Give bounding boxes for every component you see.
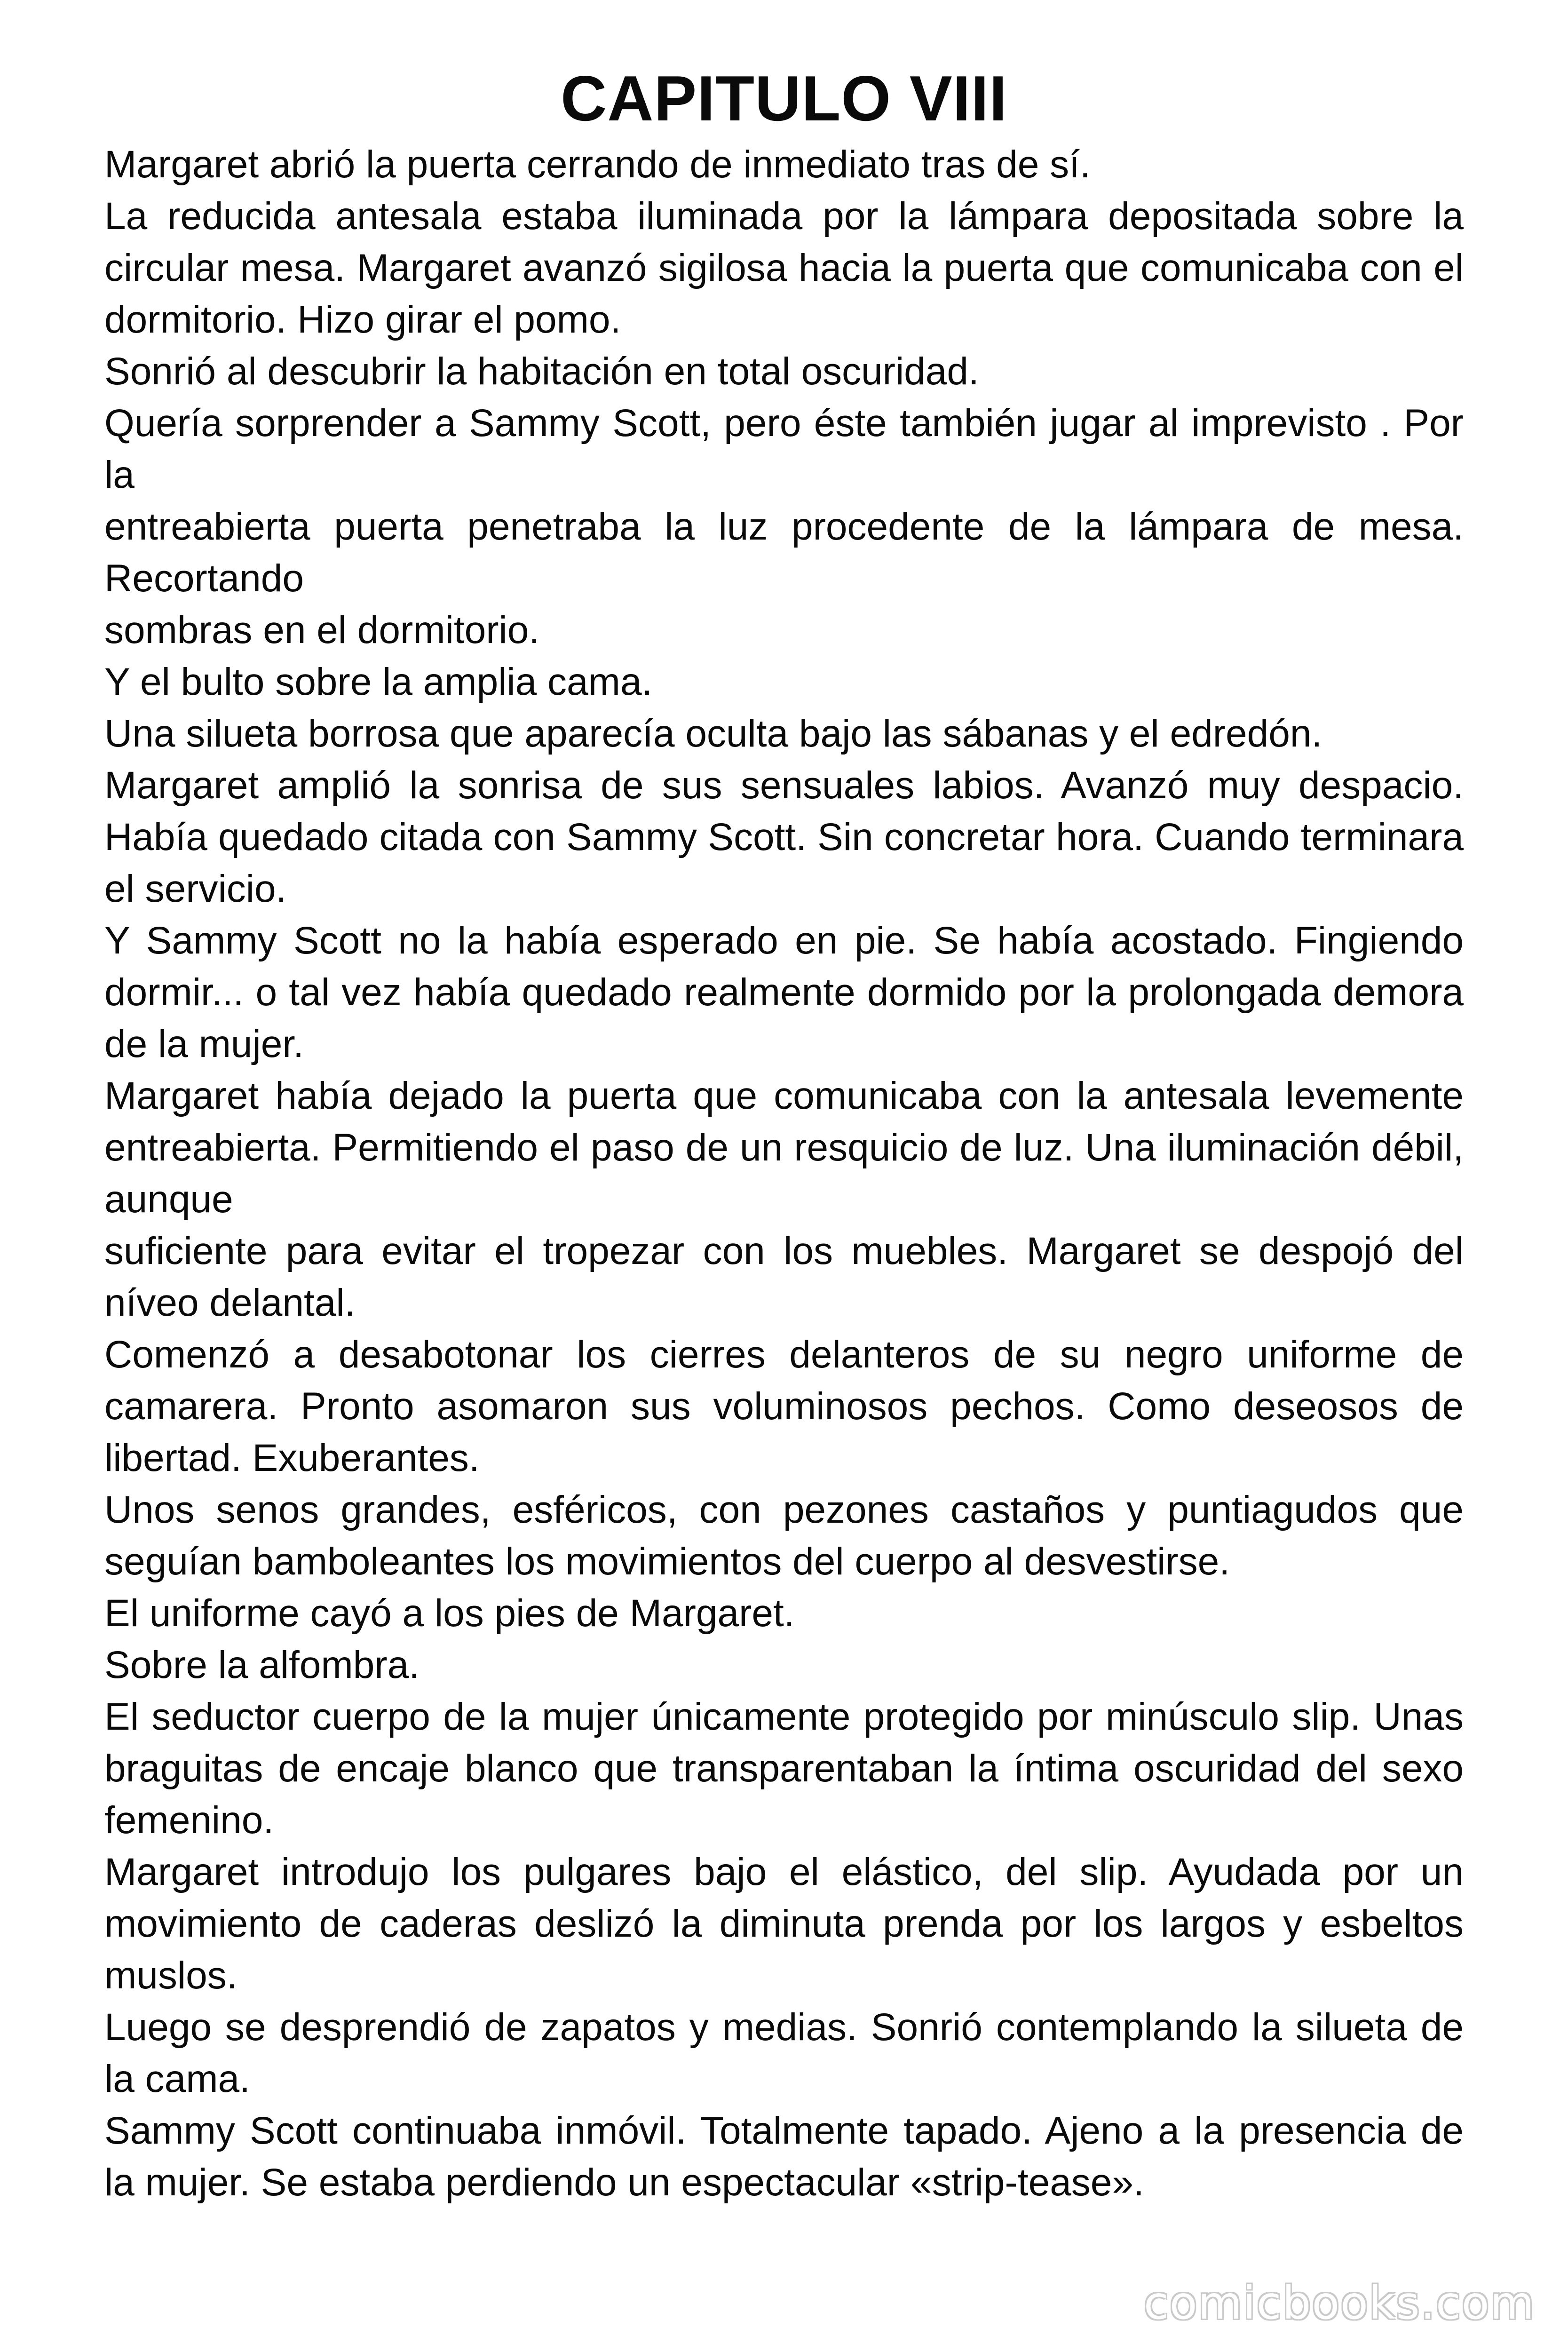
paragraph: Margaret había dejado la puerta que comunicaba con la antesala levemente entreabierta. Permitiendo el paso de un resquicio de luz. Una iluminación débil, aunque bbox=[104, 1074, 1464, 1221]
paragraph: Comenzó a desabotonar los cierres delanteros de su negro uniforme de camarera. Pronto asomaron sus voluminosos pechos. Como deseosos de libertad. Exuberantes. bbox=[104, 1333, 1464, 1479]
paragraph: Sobre la alfombra. bbox=[104, 1644, 420, 1686]
paragraph: Margaret introdujo los pulgares bajo el elástico, del slip. Ayudada por un movimiento de caderas deslizó la diminuta prenda por los largos y esbeltos muslos. bbox=[104, 1851, 1464, 1997]
paragraph: Margaret amplió la sonrisa de sus sensuales labios. Avanzó muy despacio. Había quedado citada con Sammy Scott. Sin concretar hora. Cuando terminara el servicio. bbox=[104, 764, 1464, 910]
watermark: comicbooks.com bbox=[1143, 2277, 1535, 2329]
paragraph: entreabierta puerta penetraba la luz procedente de la lámpara de mesa. Recortando bbox=[104, 505, 1464, 600]
paragraph: La reducida antesala estaba iluminada por la lámpara depositada sobre la circular mesa. Margaret avanzó sigilosa hacia la puerta que comunicaba con el dormitorio. Hizo girar el pomo. bbox=[104, 195, 1464, 341]
paragraph: Unos senos grandes, esféricos, con pezones castaños y puntiagudos que seguían bamboleantes los movimientos del cuerpo al desvestirse. bbox=[104, 1488, 1464, 1583]
paragraph: Sonrió al descubrir la habitación en total oscuridad. bbox=[104, 350, 979, 393]
paragraph: El seductor cuerpo de la mujer únicamente protegido por minúsculo slip. Unas braguitas de encaje blanco que transparentaban la íntima oscuridad del sexo femenino. bbox=[104, 1695, 1464, 1842]
chapter-title: CAPITULO VIII bbox=[561, 63, 1007, 135]
paragraph: Quería sorprender a Sammy Scott, pero éste también jugar al imprevisto . Por la bbox=[104, 402, 1464, 496]
paragraph: sombras en el dormitorio. bbox=[104, 609, 540, 652]
paragraph: Luego se desprendió de zapatos y medias. Sonrió contemplando la silueta de la cama. bbox=[104, 2006, 1464, 2100]
paragraph: suficiente para evitar el tropezar con los muebles. Margaret se despojó del níveo delantal. bbox=[104, 1230, 1464, 1324]
paragraph: Y Sammy Scott no la había esperado en pie. Se había acostado. Fingiendo dormir... o tal vez había quedado realmente dormido por la prolongada demora de la mujer. bbox=[104, 919, 1464, 1065]
paragraph: Sammy Scott continuaba inmóvil. Totalmente tapado. Ajeno a la presencia de la mujer. Se estaba perdiendo un espectacular «strip-tease». bbox=[104, 2109, 1464, 2204]
chapter-body bbox=[104, 139, 1464, 2209]
paragraph: Una silueta borrosa que aparecía oculta bajo las sábanas y el edredón. bbox=[104, 712, 1323, 755]
paragraph: Margaret abrió la puerta cerrando de inmediato tras de sí. bbox=[104, 143, 1091, 186]
paragraph: El uniforme cayó a los pies de Margaret. bbox=[104, 1592, 795, 1635]
paragraph: Y el bulto sobre la amplia cama. bbox=[104, 660, 653, 703]
